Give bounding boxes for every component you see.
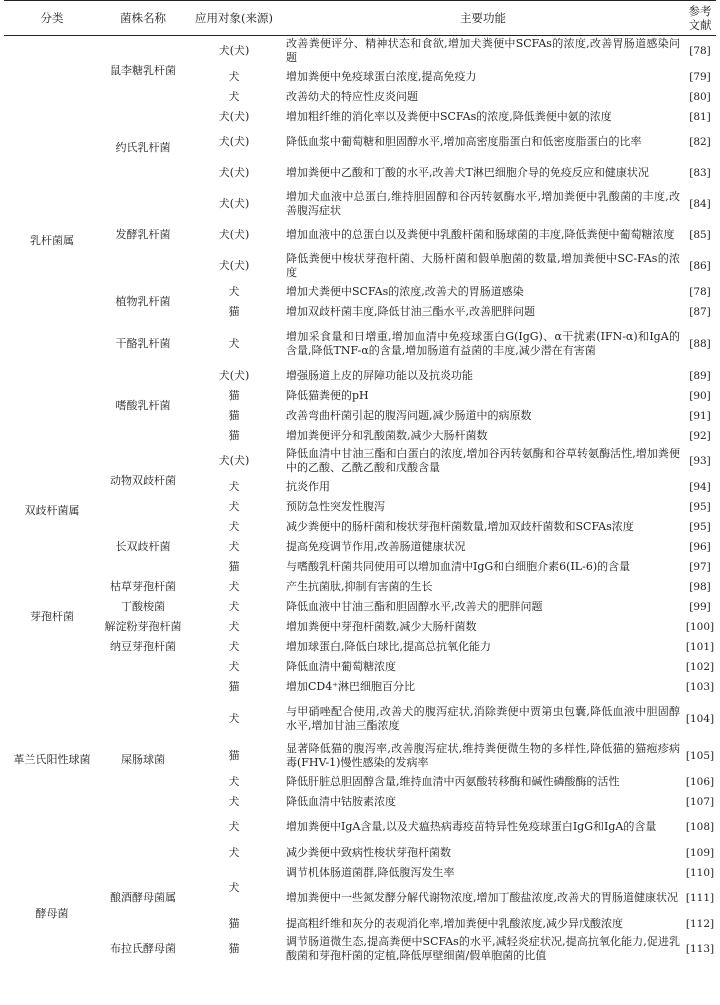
function-cell: 增加球蛋白,降低白球比,提高总抗氧化能力 xyxy=(286,639,491,653)
reference-cell: [105] xyxy=(685,750,715,762)
function-cell: 降低猫粪便的pH xyxy=(286,388,369,402)
strain-cell: 丁酸梭菌 xyxy=(121,599,165,613)
function-cell: 抗炎作用 xyxy=(286,479,330,493)
table-row xyxy=(4,657,716,677)
reference-cell: [102] xyxy=(685,660,715,673)
reference-cell: [85] xyxy=(689,229,711,241)
category-cell: 酵母菌 xyxy=(35,906,69,920)
function-cell: 改善幼犬的特应性皮炎问题 xyxy=(286,89,418,103)
application-cell: 犬 xyxy=(228,284,240,298)
function-cell: 增加粪便中乙酸和丁酸的水平,改善犬T淋巴细胞介导的免疫反应和健康状况 xyxy=(286,166,649,179)
function-cell: 降低肝脏总胆固醇含量,维持血清中丙氨酸转移酶和碱性磷酸酶的活性 xyxy=(286,774,620,788)
application-cell: 猫 xyxy=(228,559,240,573)
application-cell: 犬 xyxy=(228,639,240,653)
reference-cell: [106] xyxy=(685,775,715,788)
function-cell: 降低血浆中葡萄糖和胆固醇水平,增加高密度脂蛋白和低密度脂蛋白的比率 xyxy=(286,135,642,148)
reference-cell: [82] xyxy=(689,136,711,148)
function-cell: 预防急性突发性腹泻 xyxy=(286,499,385,513)
category-cell: 双歧杆菌属 xyxy=(24,504,80,517)
application-cell: 犬 xyxy=(228,89,240,103)
application-cell: 猫 xyxy=(228,388,240,402)
application-cell: 犬(犬) xyxy=(218,109,250,123)
reference-cell: [87] xyxy=(689,305,711,318)
strain-cell: 纳豆芽孢杆菌 xyxy=(110,639,176,653)
application-cell: 犬 xyxy=(228,336,240,350)
reference-cell: [78] xyxy=(689,285,711,298)
header-category: 分类 xyxy=(4,1,100,36)
application-cell: 犬(犬) xyxy=(218,454,250,467)
strain-cell: 屎肠球菌 xyxy=(121,752,165,766)
function-cell: 显著降低猫的腹泻率,改善腹泻症状,维持粪便微生物的多样性,降低猫的猫疱疹病毒(FHV-1)慢性感染的发病率 xyxy=(286,742,680,769)
reference-cell: [96] xyxy=(689,540,711,553)
reference-cell: [94] xyxy=(689,480,711,493)
table-row xyxy=(4,282,716,302)
reference-cell: [91] xyxy=(689,409,711,422)
function-cell: 增加CD4⁺淋巴细胞百分比 xyxy=(286,679,416,693)
header-strain: 菌株名称 xyxy=(100,1,186,36)
reference-cell: [89] xyxy=(689,369,711,382)
function-cell: 增加粪便中免疫球蛋白浓度,提高免疫力 xyxy=(286,69,477,83)
application-cell: 犬 xyxy=(228,845,240,859)
application-cell: 犬(犬) xyxy=(218,166,250,179)
table-row xyxy=(4,863,716,883)
reference-cell: [99] xyxy=(689,600,711,613)
application-cell: 猫 xyxy=(228,408,240,422)
reference-cell: [95] xyxy=(689,520,711,533)
table-row xyxy=(4,446,716,477)
function-cell: 降低血液中甘油三酯和胆固醇水平,改善犬的肥胖问题 xyxy=(286,599,543,613)
function-cell: 增加粪便中一些氮发酵分解代谢物浓度,增加丁酸盐浓度,改善犬的胃肠道健康状况 xyxy=(286,891,678,904)
strain-cell: 植物乳杆菌 xyxy=(115,294,171,308)
reference-cell: [97] xyxy=(689,560,711,573)
function-cell: 改善粪便评分、精神状态和食欲,增加犬粪便中SCFAs的浓度,改善胃肠道感染问题 xyxy=(286,37,680,65)
function-cell: 与甲硝唑配合使用,改善犬的腹泻症状,消除粪便中贾第虫包囊,降低血液中胆固醇水平,增加甘油三酯浓度 xyxy=(286,704,680,732)
table-row xyxy=(4,36,716,67)
reference-cell: [113] xyxy=(685,943,715,955)
application-cell: 猫 xyxy=(228,916,240,930)
table-row xyxy=(4,322,716,366)
table-header-row xyxy=(4,1,716,36)
function-cell: 调节肠道微生态,提高粪便中SCFAs的水平,减轻炎症状况,提高抗氧化能力,促进乳酸菌和芽孢杆菌的定植,降低厚壁细菌/假单胞菌的比值 xyxy=(286,935,680,962)
reference-cell: [98] xyxy=(689,580,711,593)
table-row xyxy=(4,189,716,220)
application-cell: 犬(犬) xyxy=(218,197,250,210)
category-cell: 革兰氏阳性球菌 xyxy=(13,752,91,766)
function-cell: 增加粪便中IgA含量,以及犬瘟热病毒疫苗特异性免疫球蛋白IgG和IgA的含量 xyxy=(286,820,657,833)
application-cell: 犬 xyxy=(228,711,240,725)
application-cell: 犬 xyxy=(228,519,240,533)
application-cell: 犬(犬) xyxy=(218,259,250,272)
strain-cell: 嗜酸乳杆菌 xyxy=(115,398,171,412)
function-cell: 减少粪便中致病性梭状芽孢杆菌数 xyxy=(286,845,451,859)
header-reference-text: 参考 文献 xyxy=(688,4,712,32)
function-cell: 提高免疫调节作用,改善肠道健康状况 xyxy=(286,539,466,553)
reference-cell: [111] xyxy=(685,892,715,904)
application-cell: 犬(犬) xyxy=(218,368,250,382)
application-cell: 犬 xyxy=(228,479,240,493)
reference-cell: [100] xyxy=(685,620,715,633)
application-cell: 犬(犬) xyxy=(218,44,250,58)
function-cell: 增加血液中的总蛋白以及粪便中乳酸杆菌和肠球菌的丰度,降低粪便中葡萄糖浓度 xyxy=(286,228,675,241)
table-row xyxy=(4,517,716,537)
table-body xyxy=(4,36,716,965)
strain-cell: 约氏乳杆菌 xyxy=(115,140,171,154)
reference-cell: [108] xyxy=(685,821,715,833)
application-cell: 犬 xyxy=(228,820,240,833)
function-cell: 增强肠道上皮的屏障功能以及抗炎功能 xyxy=(286,368,473,382)
function-cell: 降低血清中甘油三酯和白蛋白的浓度,增加谷丙转氨酶和谷草转氨酶活性,增加粪便中的乙酸、乙酰乙酸和戊酸含量 xyxy=(286,447,680,474)
function-cell: 增加粗纤维的消化率以及粪便中SCFAs的浓度,降低粪便中氨的浓度 xyxy=(286,109,612,123)
table-row xyxy=(4,617,716,637)
function-cell: 增加犬血液中总蛋白,维持胆固醇和谷丙转氨酶水平,增加粪便中乳酸菌的丰度,改善腹泻症状 xyxy=(286,190,680,217)
application-cell: 犬 xyxy=(228,539,240,553)
function-cell: 增加粪便评分和乳酸菌数,减少大肠杆菌数 xyxy=(286,428,488,442)
function-cell: 改善弯曲杆菌引起的腹泻问题,减少肠道中的病原数 xyxy=(286,408,532,422)
reference-cell: [110] xyxy=(685,866,715,879)
function-cell: 增加犬粪便中SCFAs的浓度,改善犬的胃肠道感染 xyxy=(286,284,524,298)
application-cell: 猫 xyxy=(228,428,240,442)
function-cell: 降低粪便中梭状芽孢杆菌、大肠杆菌和假单胞菌的数量,增加粪便中SC-FAs的浓度 xyxy=(286,252,680,279)
reference-cell: [84] xyxy=(689,198,711,210)
strain-cell: 枯草芽孢杆菌 xyxy=(110,579,176,593)
table-row xyxy=(4,637,716,657)
reference-cell: [83] xyxy=(689,167,711,179)
function-cell: 降低血清中葡萄糖浓度 xyxy=(286,659,396,673)
reference-cell: [79] xyxy=(689,70,711,83)
application-cell: 猫 xyxy=(228,304,240,318)
application-cell: 猫 xyxy=(228,749,240,762)
application-cell: 犬 xyxy=(228,579,240,593)
application-cell: 猫 xyxy=(228,942,240,955)
application-cell: 犬 xyxy=(228,619,240,633)
function-cell: 增加粪便中芽孢杆菌数,减少大肠杆菌数 xyxy=(286,619,477,633)
table-row xyxy=(4,934,716,965)
function-cell: 降低血清中钴胺素浓度 xyxy=(286,794,396,808)
reference-cell: [107] xyxy=(685,795,715,808)
reference-cell: [92] xyxy=(689,429,711,442)
reference-cell: [93] xyxy=(689,455,711,467)
function-cell: 产生抗菌肽,抑制有害菌的生长 xyxy=(286,579,433,593)
reference-cell: [101] xyxy=(685,640,715,653)
table-row xyxy=(4,597,716,617)
strain-cell: 动物双歧杆菌 xyxy=(110,474,176,487)
strain-cell: 酿酒酵母菌属 xyxy=(110,891,176,904)
function-cell: 减少粪便中的肠杆菌和梭状芽孢杆菌数量,增加双歧杆菌数和SCFAs浓度 xyxy=(286,519,634,533)
strain-cell: 长双歧杆菌 xyxy=(115,539,171,553)
reference-cell: [104] xyxy=(685,712,715,725)
reference-cell: [78] xyxy=(689,45,711,58)
reference-cell: [95] xyxy=(689,500,711,513)
application-cell: 猫 xyxy=(228,679,240,693)
category-cell: 乳杆菌属 xyxy=(30,233,74,247)
strain-cell: 干酪乳杆菌 xyxy=(115,336,171,350)
application-cell: 犬 xyxy=(228,794,240,808)
application-cell: 犬 xyxy=(228,774,240,788)
application-cell: 犬 xyxy=(228,881,240,894)
strain-cell: 解淀粉芽孢杆菌 xyxy=(104,619,182,633)
function-cell: 提高粗纤维和灰分的表观消化率,增加粪便中乳酸浓度,减少异戊酸浓度 xyxy=(286,916,623,930)
application-cell: 犬 xyxy=(228,659,240,673)
reference-cell: [90] xyxy=(689,389,711,402)
reference-cell: [86] xyxy=(689,260,711,272)
function-cell: 增加采食量和日增重,增加血清中免疫球蛋白G(IgG)、α干扰素(IFN-α)和IgA的含量,降低TNF-α的含量,增加肠道有益菌的丰度,减少潜在有害菌 xyxy=(286,329,680,357)
header-function: 主要功能 xyxy=(282,1,684,36)
application-cell: 犬(犬) xyxy=(218,135,250,148)
header-application: 应用对象(来源) xyxy=(186,1,282,36)
reference-cell: [81] xyxy=(689,110,711,123)
table-row xyxy=(4,107,716,127)
function-cell: 增加双歧杆菌丰度,降低甘油三酯水平,改善肥胖问题 xyxy=(286,304,535,318)
reference-cell: [109] xyxy=(685,846,715,859)
header-reference xyxy=(684,1,716,36)
function-cell: 调节机体肠道菌群,降低腹泻发生率 xyxy=(286,865,455,879)
application-cell: 犬 xyxy=(228,599,240,613)
application-cell: 犬 xyxy=(228,69,240,83)
strain-cell: 鼠李糖乳杆菌 xyxy=(110,64,176,78)
probiotic-table xyxy=(4,0,716,965)
strain-cell: 发酵乳杆菌 xyxy=(115,228,171,241)
strain-cell: 布拉氏酵母菌 xyxy=(110,942,176,955)
reference-cell: [103] xyxy=(685,680,715,693)
reference-cell: [112] xyxy=(685,917,715,930)
category-cell: 芽孢杆菌 xyxy=(30,609,74,623)
application-cell: 犬(犬) xyxy=(218,228,250,241)
table-row xyxy=(4,366,716,386)
reference-cell: [80] xyxy=(689,90,711,103)
application-cell: 犬 xyxy=(228,499,240,513)
function-cell: 与嗜酸乳杆菌共同使用可以增加血清中IgG和白细胞介素6(IL-6)的含量 xyxy=(286,559,631,573)
table-row xyxy=(4,577,716,597)
reference-cell: [88] xyxy=(689,337,711,350)
